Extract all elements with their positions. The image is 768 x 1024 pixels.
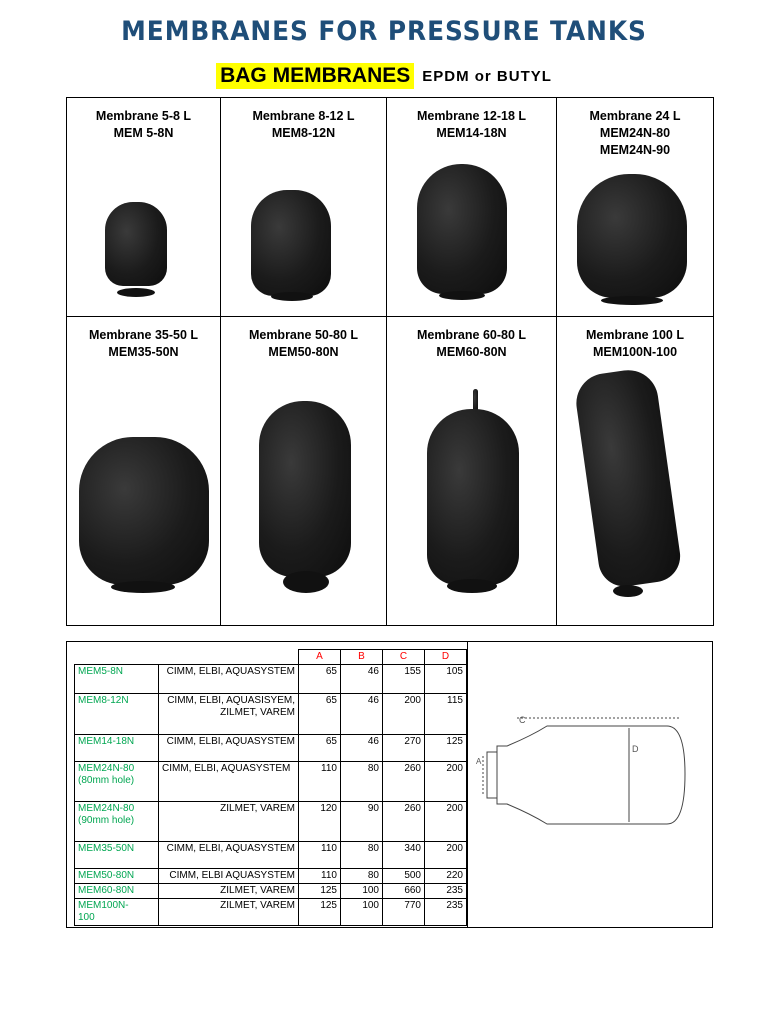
product-code: MEM100N-100 [592,345,678,359]
row-b: 46 [341,665,383,694]
product-code: MEM60-80N [436,345,507,359]
row-code: MEM24N-80 (90mm hole) [75,802,159,842]
row-b: 90 [341,802,383,842]
product-name: Membrane 12-18 L [416,109,527,123]
product-cell [221,98,387,317]
column-header: D [425,650,467,665]
product-label [557,327,713,361]
row-a: 110 [299,842,341,869]
row-c: 155 [383,665,425,694]
table-row [75,802,467,842]
row-a: 125 [299,884,341,899]
product-code: MEM24N-80 [599,126,671,140]
row-code: MEM24N-80 (80mm hole) [75,762,159,802]
subtitle-main: BAG MEMBRANES [216,63,414,89]
row-a: 125 [299,899,341,926]
table-row [75,762,467,802]
row-c: 200 [383,694,425,735]
column-header: B [341,650,383,665]
row-d: 220 [425,869,467,884]
row-brands: CIMM, ELBI, AQUASYSTEM [159,735,299,762]
product-code: MEM35-50N [108,345,179,359]
table-row [75,735,467,762]
product-label [221,327,386,361]
product-name: Membrane 5-8 L [95,109,192,123]
row-b: 46 [341,735,383,762]
product-cell [557,317,713,625]
row-c: 660 [383,884,425,899]
table-row [75,842,467,869]
row-brands: CIMM, ELBI, AQUASYSTEM [159,762,299,802]
spec-section [66,641,713,928]
row-code: MEM50-80N [75,869,159,884]
row-c: 770 [383,899,425,926]
row-a: 110 [299,869,341,884]
product-code-alt: MEM24N-90 [599,143,671,157]
table-row [75,694,467,735]
row-c: 260 [383,762,425,802]
membrane-flange [601,296,663,305]
row-b: 100 [341,899,383,926]
membrane-flange [111,581,175,593]
product-label [387,108,556,142]
diagram-label-c: C [519,715,526,725]
membrane-flange [117,288,155,297]
row-brands: ZILMET, VAREM [159,899,299,926]
row-code: MEM14-18N [75,735,159,762]
product-grid [66,97,714,626]
row-brands: CIMM, ELBI, AQUASYSTEM [159,665,299,694]
row-brands: ZILMET, VAREM [159,802,299,842]
product-name: Membrane 24 L [589,109,681,123]
membrane-flange [283,571,329,593]
row-c: 500 [383,869,425,884]
membrane-flange [447,579,497,593]
section-divider [467,642,468,927]
product-label [67,108,220,142]
row-d: 200 [425,802,467,842]
row-c: 260 [383,802,425,842]
spec-table [74,649,467,926]
row-b: 80 [341,842,383,869]
membrane-image [417,164,507,294]
row-d: 235 [425,899,467,926]
row-a: 120 [299,802,341,842]
product-name: Membrane 35-50 L [88,328,199,342]
row-b: 80 [341,762,383,802]
row-brands: ZILMET, VAREM [159,884,299,899]
membrane-image [577,174,687,298]
product-cell [67,98,221,317]
product-label [221,108,386,142]
row-d: 235 [425,884,467,899]
product-cell [67,317,221,625]
table-header-row [75,650,467,665]
row-code: MEM35-50N [75,842,159,869]
product-cell [387,317,557,625]
subtitle-material: EPDM or BUTYL [422,67,552,85]
membrane-image [259,401,351,577]
table-row [75,869,467,884]
product-label [387,327,556,361]
row-c: 270 [383,735,425,762]
row-code: MEM60-80N [75,884,159,899]
product-name: Membrane 60-80 L [416,328,527,342]
row-brands: CIMM, ELBI, AQUASISYEM, ZILMET, VAREM [159,694,299,735]
row-brands: CIMM, ELBI, AQUASYSTEM [159,842,299,869]
row-a: 65 [299,694,341,735]
row-b: 80 [341,869,383,884]
row-d: 200 [425,762,467,802]
membrane-flange [271,292,313,301]
column-header: A [299,650,341,665]
row-code: MEM100N- 100 [75,899,159,926]
row-d: 115 [425,694,467,735]
product-cell [557,98,713,317]
product-code: MEM14-18N [436,126,507,140]
row-d: 125 [425,735,467,762]
product-code: MEM8-12N [271,126,336,140]
flange-outline [487,752,497,798]
table-row [75,665,467,694]
product-code: MEM 5-8N [113,126,174,140]
page-title: MEMBRANES FOR PRESSURE TANKS [121,16,647,47]
row-code: MEM8-12N [75,694,159,735]
membrane-image [573,366,684,589]
product-label [67,327,220,361]
row-c: 340 [383,842,425,869]
subtitle [0,63,768,89]
membrane-image [427,409,519,585]
column-header: C [383,650,425,665]
product-cell [387,98,557,317]
row-d: 105 [425,665,467,694]
membrane-flange [613,585,643,597]
row-code: MEM5-8N [75,665,159,694]
membrane-outline [497,726,685,824]
diagram-label-a: A [476,757,482,766]
dimension-diagram [473,712,709,842]
membrane-flange [439,291,485,300]
row-a: 110 [299,762,341,802]
diagram-label-d: D [632,744,639,754]
row-b: 46 [341,694,383,735]
table-row [75,899,467,926]
membrane-image [79,437,209,585]
row-d: 200 [425,842,467,869]
row-b: 100 [341,884,383,899]
product-name: Membrane 50-80 L [248,328,359,342]
table-row [75,884,467,899]
row-a: 65 [299,665,341,694]
product-name: Membrane 8-12 L [252,109,355,123]
row-brands: CIMM, ELBI AQUASYSTEM [159,869,299,884]
product-cell [221,317,387,625]
row-a: 65 [299,735,341,762]
product-label [557,108,713,159]
product-name: Membrane 100 L [586,328,684,342]
membrane-image [105,202,167,286]
membrane-image [251,190,331,296]
product-code: MEM50-80N [268,345,339,359]
